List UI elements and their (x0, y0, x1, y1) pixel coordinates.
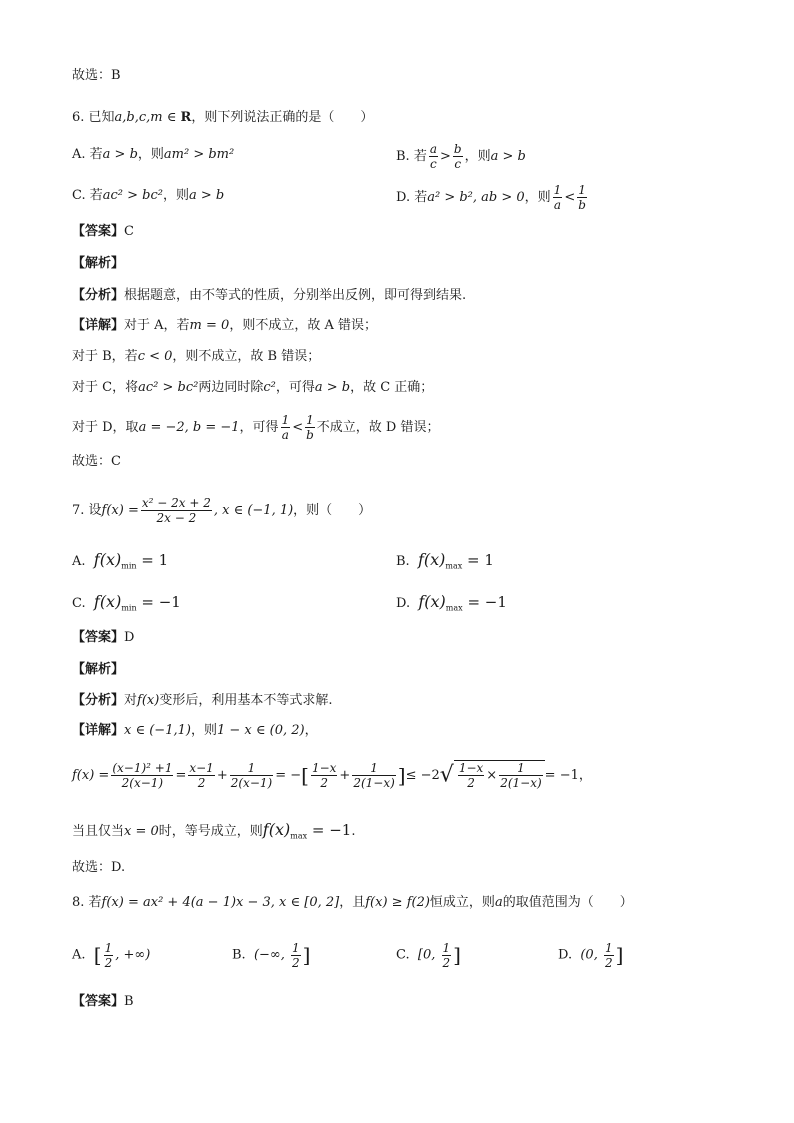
q6-opt-d-frac1: $\frac{1}{a}$ (553, 183, 562, 212)
q7-option-a (72, 550, 168, 577)
q7-eq-d3: 2(x−1) (230, 776, 273, 790)
q7-eq-rbracket: ] (397, 763, 406, 788)
q7-d2-val: = −1 (307, 821, 352, 839)
q6-d3-mid: 两边同时除 (198, 380, 264, 395)
q6-opt-b-res: a > b (490, 149, 526, 164)
q7-eq-frac7 (499, 761, 542, 790)
q8-opt-d-rbracket: ] (615, 943, 624, 967)
q8-stem-ineq: f(x) ≥ f(2) (365, 895, 430, 910)
q6-detail-1 (72, 316, 377, 336)
q8-answer (72, 992, 134, 1012)
q7-d2-math2: f(x) (262, 820, 291, 839)
q7-opt-c-label: C. (72, 596, 86, 611)
q6-opt-a-label: A. 若 (72, 147, 103, 162)
q7-fenxi-post: 变形后，利用基本不等式求解. (159, 693, 333, 708)
q7-eq-frac1 (111, 761, 173, 790)
q7-fenxi-tag: 【分析】 (72, 693, 125, 708)
q6-stem-pre: 6. 已知 (72, 110, 115, 125)
q6-opt-a-cond: a > b (102, 147, 138, 162)
q6-opt-b-mid: ，则 (464, 149, 491, 164)
q7-eq-radical: √ (439, 762, 454, 788)
q7-opt-a-val: = 1 (136, 551, 169, 569)
q7-eq-d5: 2(1−x) (353, 776, 395, 790)
q7-eq-frac3 (230, 761, 273, 790)
q7-fenxi (72, 691, 332, 711)
q7-eq-d4: 2 (320, 776, 328, 790)
q7-eq-n5: 1 (352, 761, 395, 776)
q6-detail-4: 对于 D，取a = −2, b = −1，可得 $\frac{1}{a}$ < $\frac{1}{b}$ 不成立，故 D 错误； (72, 413, 440, 442)
q7-answer-tag: 【答案】 (72, 630, 125, 645)
q6-detail-3 (72, 378, 433, 398)
q8-opt-a-label: A. (72, 947, 86, 963)
q6-d4-frac2: $\frac{1}{b}$ (306, 413, 314, 442)
q7-eq-n4: 1−x (311, 761, 337, 775)
q7-d2-sub: max (290, 831, 308, 841)
q7-xiangjie-tag: 【详解】 (72, 723, 125, 738)
q7-detail-1 (72, 721, 318, 741)
q7-option-c (72, 592, 181, 619)
q7-opt-b-label: B. (396, 554, 410, 569)
q6-opt-a-res: am² > bm² (163, 147, 235, 162)
prev-answer-line (72, 66, 121, 86)
q7-eq-frac2 (188, 761, 214, 790)
q8-option-d (558, 940, 623, 971)
q7-stem-f: f(x) = (101, 503, 139, 518)
q7-d2-mid: 时，等号成立，则 (158, 824, 263, 839)
q8-opt-b-label: B. (232, 947, 246, 963)
q6-opt-d-label: D. 若 (396, 190, 428, 205)
q6-d2-math: c < 0 (137, 349, 173, 364)
q8-opt-a-lbracket: [ (93, 943, 102, 967)
q6-d3-math: ac² > bc² (138, 380, 199, 395)
q7-d1-math2: 1 − x ∈ (0, 2) (216, 723, 305, 738)
q7-eq-lbracket: [ (301, 763, 309, 788)
q6-fenxi (72, 286, 466, 306)
q6-analysis-tag (72, 254, 124, 274)
q7-eq-neg: = − (275, 768, 302, 783)
q7-stem-frac (141, 496, 212, 525)
q7-d1-math: x ∈ (−1,1) (124, 723, 191, 738)
q7-opt-c-val: = −1 (136, 593, 181, 611)
q7-final-text: 故选：D. (72, 860, 126, 875)
q8-opt-c-frac: $\frac{1}{2}$ (442, 940, 451, 970)
q7-opt-d-label: D. (396, 596, 411, 611)
q7-stem-pre: 7. 设 (72, 503, 102, 518)
q6-d1-pre: 对于 A，若 (124, 318, 190, 333)
q6-d3-post: ，故 C 正确； (350, 380, 434, 395)
q6-option-b: B. 若 $\frac{a}{c}$ > $\frac{b}{c}$ ，则a > b (396, 142, 526, 171)
q6-opt-c-mid: ，则 (162, 188, 189, 203)
q7-eq-d6: 2 (467, 776, 475, 790)
q6-d4-mid: ，可得 (239, 420, 279, 435)
q6-answer (72, 222, 134, 242)
q7-d2-pre: 当且仅当 (72, 824, 125, 839)
q7-answer (72, 628, 134, 648)
q6-detail-2 (72, 347, 320, 367)
q8-stem-a: a (494, 895, 503, 910)
q7-eq-sqrt: $\frac{1-x}{2}$ × $\frac{1}{2(1-x)}$ (454, 760, 545, 791)
q8-stem-f: f(x) = ax² + 4(a − 1)x − 3, x ∈ [0, 2] (101, 895, 340, 910)
q6-opt-d-cond: a² > b², ab > 0 (427, 190, 525, 205)
q7-eq-lhs: f(x) = (72, 768, 110, 783)
q6-d3-math3: a > b (314, 380, 351, 395)
q6-d4-frac1: $\frac{1}{a}$ (281, 413, 290, 442)
q8-stem (72, 893, 633, 913)
q7-eq-n2: x−1 (189, 761, 214, 775)
q6-option-d: D. 若a² > b², ab > 0，则 $\frac{1}{a}$ < $\frac{1}{b}$ (396, 183, 586, 212)
q8-stem-mid2: 恒成立，则 (429, 895, 495, 910)
q6-analysis-label: 【解析】 (72, 256, 125, 271)
q6-xiangjie-tag: 【详解】 (72, 318, 125, 333)
prev-answer-text: 故选：B (72, 68, 121, 83)
q7-eq-le: ≤ −2 (405, 768, 440, 783)
q7-option-d (396, 592, 507, 619)
q6-d2-post: ，则不成立，故 B 错误； (172, 349, 321, 364)
q7-fenxi-math: f(x) (137, 693, 160, 708)
q8-stem-pre: 8. 若 (72, 895, 102, 910)
q6-answer-value: C (124, 224, 134, 239)
q8-option-b (232, 940, 310, 971)
q7-analysis-label: 【解析】 (72, 662, 125, 677)
q6-d1-post: ，则不成立，故 A 错误； (229, 318, 377, 333)
q7-stem-post: ，则（ ） (293, 503, 372, 518)
q7-opt-a-sub: min (121, 561, 137, 571)
q7-eq-frac6 (458, 761, 484, 790)
q6-opt-c-res: a > b (188, 188, 225, 203)
q8-answer-value: B (124, 994, 134, 1009)
q8-stem-mid: ，且 (339, 895, 366, 910)
q8-opt-a-frac: $\frac{1}{2}$ (104, 940, 113, 970)
q7-eq-frac4 (311, 761, 337, 790)
q7-opt-b-f: f(x) (417, 550, 446, 569)
q8-answer-tag: 【答案】 (72, 994, 125, 1009)
q6-d4-post: 不成立，故 D 错误； (316, 420, 440, 435)
q6-fenxi-text: 根据题意，由不等式的性质，分别举出反例，即可得到结果. (124, 288, 467, 303)
q7-stem-num: x² − 2x + 2 (141, 496, 211, 510)
q7-fenxi-pre: 对 (124, 693, 138, 708)
q7-answer-value: D (124, 630, 135, 645)
q6-d4-pre: 对于 D，取 (72, 420, 139, 435)
q6-opt-b-label: B. 若 (396, 149, 427, 164)
q7-stem-domain: , x ∈ (−1, 1) (213, 503, 294, 518)
q6-stem-vars: a,b,c,m ∈ (114, 110, 181, 125)
q7-detail-2 (72, 820, 355, 847)
q6-final (72, 452, 121, 472)
q6-opt-a-mid: ，则 (137, 147, 164, 162)
q7-opt-c-sub: min (121, 603, 137, 613)
q7-eq-n7: 1 (499, 761, 542, 776)
q7-equation: f(x) = $\frac{\text{(x−1)² +1}}{2(x-1)}$ = $\frac{x-1}{2}$ + $\frac{1}{2(x-1)}$ = −[ $\frac{1-x}{2}$ + $\frac{1}{2(1-x)}$ ]≤ −2√ $\frac{1-x}{2}$ × $\frac{1}{2(1-x)}$ = −1， (72, 761, 592, 790)
q6-opt-c-cond: ac² > bc² (102, 188, 163, 203)
q7-eq-end: = −1， (544, 768, 592, 783)
q6-d4-math: a = −2, b = −1 (138, 420, 240, 435)
q8-stem-post: 的取值范围为（ ） (502, 895, 633, 910)
q7-eq-d2: 2 (197, 776, 206, 790)
q6-stem (72, 108, 373, 128)
q7-opt-a-label: A. (72, 554, 86, 569)
q6-d3-mid2: ，可得 (275, 380, 315, 395)
q8-opt-c-pre: [0, (417, 947, 440, 963)
q7-eq-d7: 2(1−x) (500, 776, 542, 790)
q7-opt-b-sub: max (445, 561, 463, 571)
q8-opt-d-label: D. (558, 947, 573, 963)
q6-fenxi-tag: 【分析】 (72, 288, 125, 303)
q7-d2-math: x = 0 (124, 824, 159, 839)
q7-eq-n6: 1−x (458, 761, 484, 775)
q7-opt-d-val: = −1 (462, 593, 507, 611)
q6-opt-d-frac2: $\frac{1}{b}$ (578, 183, 586, 212)
q7-d1-mid: ，则 (190, 723, 217, 738)
q7-final (72, 858, 125, 878)
q6-opt-b-frac1: $\frac{a}{c}$ (429, 142, 437, 171)
q6-d1-math: m = 0 (189, 318, 230, 333)
q6-opt-d-mid: ，则 (524, 190, 551, 205)
q6-d3-math2: c² (263, 380, 276, 395)
q7-stem (72, 496, 371, 525)
q7-stem-den: 2x − 2 (156, 511, 197, 525)
q8-opt-d-frac: $\frac{1}{2}$ (604, 940, 613, 970)
q6-opt-b-frac2: $\frac{b}{c}$ (453, 142, 462, 171)
q8-opt-b-pre: (−∞, (253, 947, 290, 963)
q6-option-c (72, 186, 224, 206)
q8-opt-b-rbracket: ] (302, 943, 311, 967)
q6-d2-pre: 对于 B，若 (72, 349, 138, 364)
q7-opt-d-sub: max (445, 603, 463, 613)
q7-d2-post: . (351, 824, 356, 839)
q7-d1-post: ， (304, 723, 318, 738)
q7-eq-frac5 (352, 761, 395, 790)
q6-stem-post: ，则下列说法正确的是（ ） (191, 110, 374, 125)
q7-opt-a-f: f(x) (93, 550, 122, 569)
q8-option-a (72, 940, 150, 971)
q6-option-a (72, 145, 234, 165)
q7-opt-b-val: = 1 (462, 551, 494, 569)
q8-option-c (396, 940, 461, 971)
q7-opt-d-f: f(x) (418, 592, 446, 611)
q6-d3-pre: 对于 C，将 (72, 380, 139, 395)
q7-option-b (396, 550, 494, 577)
q7-opt-c-f: f(x) (93, 592, 122, 611)
q8-opt-c-rbracket: ] (453, 943, 461, 967)
q6-stem-real: R (180, 110, 192, 125)
q6-answer-tag: 【答案】 (72, 224, 125, 239)
q8-opt-c-label: C. (396, 947, 410, 963)
q7-eq-d1: 2(x−1) (121, 776, 164, 790)
q8-opt-b-frac: $\frac{1}{2}$ (292, 940, 300, 970)
q6-opt-c-label: C. 若 (72, 188, 103, 203)
q7-eq-n1: (x−1)² +1 (112, 761, 173, 775)
q7-eq-n3: 1 (230, 761, 273, 776)
q6-final-text: 故选：C (72, 454, 121, 469)
q8-opt-a-post: , +∞) (115, 947, 151, 963)
q8-opt-d-pre: (0, (580, 947, 602, 963)
q7-analysis-tag (72, 660, 124, 680)
